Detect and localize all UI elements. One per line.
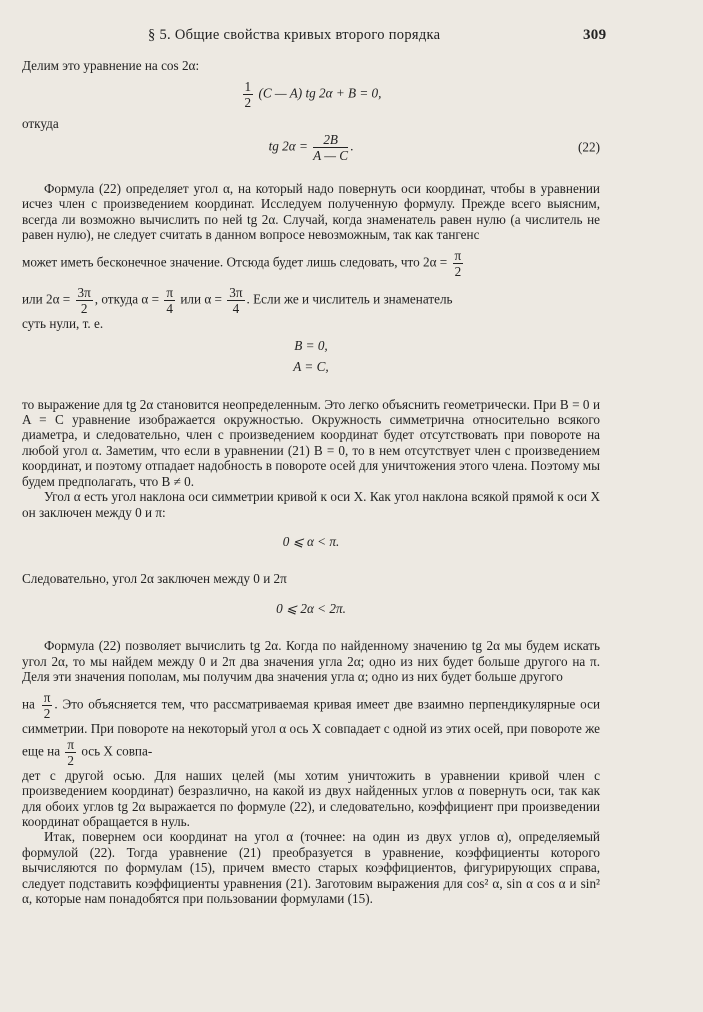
equation [22,79,600,110]
equation: 0 ⩽ 2α < 2π. [276,600,346,616]
equation: 0 ⩽ α < π. [282,533,340,549]
equation: B = 0, [294,337,328,353]
page-body [22,58,600,906]
fraction: $\frac{\pi}{2}$ [454,248,462,280]
paragraph: на $\frac{\pi}{2}$ . Это объясняется тем, что рассматриваемая кривая имеет две взаимно перпендикулярные оси симметрии. При повороте на некоторый угол α ось X совпадает с одной из этих осей, при повороте же еще на $\frac{\pi}{2}$ ось X совпа- [22,690,600,768]
paragraph: или 2α = $\frac{3\pi}{2}$ , откуда α = $\frac{\pi}{4}$ или α = $\frac{3\pi}{4}$ . Если же и числитель и знаменатель [22,285,453,317]
equation-text: (C — A) tg 2α + B = 0, [258,85,382,101]
paragraph: Следовательно, угол 2α заключен между 0 и 2π [22,571,287,587]
paragraph: откуда [22,116,59,132]
paragraph: Делим это уравнение на cos 2α: [22,58,200,73]
fraction: $\frac{3\pi}{4}$ [229,285,243,317]
section-title: § 5. Общие свойства кривых второго порядка [148,27,441,43]
paragraph: суть нули, т. е. [22,316,104,332]
fraction: $\frac{\pi}{4}$ [166,285,174,317]
paragraph: может иметь бесконечное значение. Отсюда будет лишь следовать, что 2α = $\frac{\pi}{2}$ [22,248,462,280]
running-header [0,27,703,47]
fraction: $\frac{\pi}{2}$ [67,736,75,768]
equation-lhs: tg 2α = [268,138,308,154]
fraction: $\frac{1}{2}$ [244,79,252,111]
paragraph: Итак, повернем оси координат на угол α (точнее: на один из двух углов α), определяемый формулой (22). Тогда уравнение (21) преобразуется в уравнение, коэффициенты которого вычисляются по формулам (15), причем вместо старых коэффициентов, фигурирующих справа, следует подставить коэффициенты уравнения (21). Заготовим выражения для cos² α, sin α cos α и sin² α, которые нам понадобятся при пользовании формулами (15). [22,829,600,906]
paragraph: Формула (22) позволяет вычислить tg 2α. Когда по найденному значению tg 2α мы будем искать угол 2α, то мы найдем между 0 и 2π два значения угла 2α; одно из них будет больше другого на π. Деля эти значения пополам, мы получим два значения угла α; одно из них будет больше другого [22,638,600,684]
paragraph: дет с другой осью. Для наших целей (мы хотим уничтожить в уравнении кривой член с произведением координат) безразлично, на какой из двух найденных углов α повернуть оси, так как для обоих углов tg 2α выражается по формуле (22), и следовательно, коэффициент при произведении координат обращается в нуль. [22,767,600,829]
fraction: $\frac{3\pi}{2}$ [77,285,91,317]
paragraph: Формула (22) определяет угол α, на который надо повернуть оси координат, чтобы в уравнении исчез член с произведением координат. Исследуем полученную формулу. Прежде всего выясним, всегда ли возможно вычислить по ней tg 2α. Случай, когда знаменатель равен нулю (а числитель не равен нулю), не следует считать в данном вопросе невозможным, так как тангенс [22,180,600,243]
fraction: $\frac{\pi}{2}$ [43,690,51,722]
equation: A = C, [293,359,329,375]
fraction: $\frac{2B}{A — C}$ [313,131,349,163]
paragraph: то выражение для tg 2α становится неопределенным. Это легко объяснить геометрически. При B = 0 и A = C уравнение изображается окружностью. Окружность симметрична относительно всякого диаметра, и следовательно, член с произведением координат будет отсутствовать при повороте на любой угол α. Заметим, что если в уравнении (21) B = 0, то в нем отсутствует член с произведением координат, и поэтому отпадает надобность в повороте осей для уничтожения этого члена. Поэтому мы будем предполагать, что B ≠ 0. [22,396,600,489]
page-number: 309 [583,27,607,43]
equation-22: tg 2α = $\frac{2B}{A — C}$ . (22) [268,131,600,163]
paragraph: Угол α есть угол наклона оси симметрии кривой к оси X. Как угол наклона всякой прямой к оси X он заключен между 0 и π: [22,489,600,520]
equation-number: (22) [578,139,600,155]
